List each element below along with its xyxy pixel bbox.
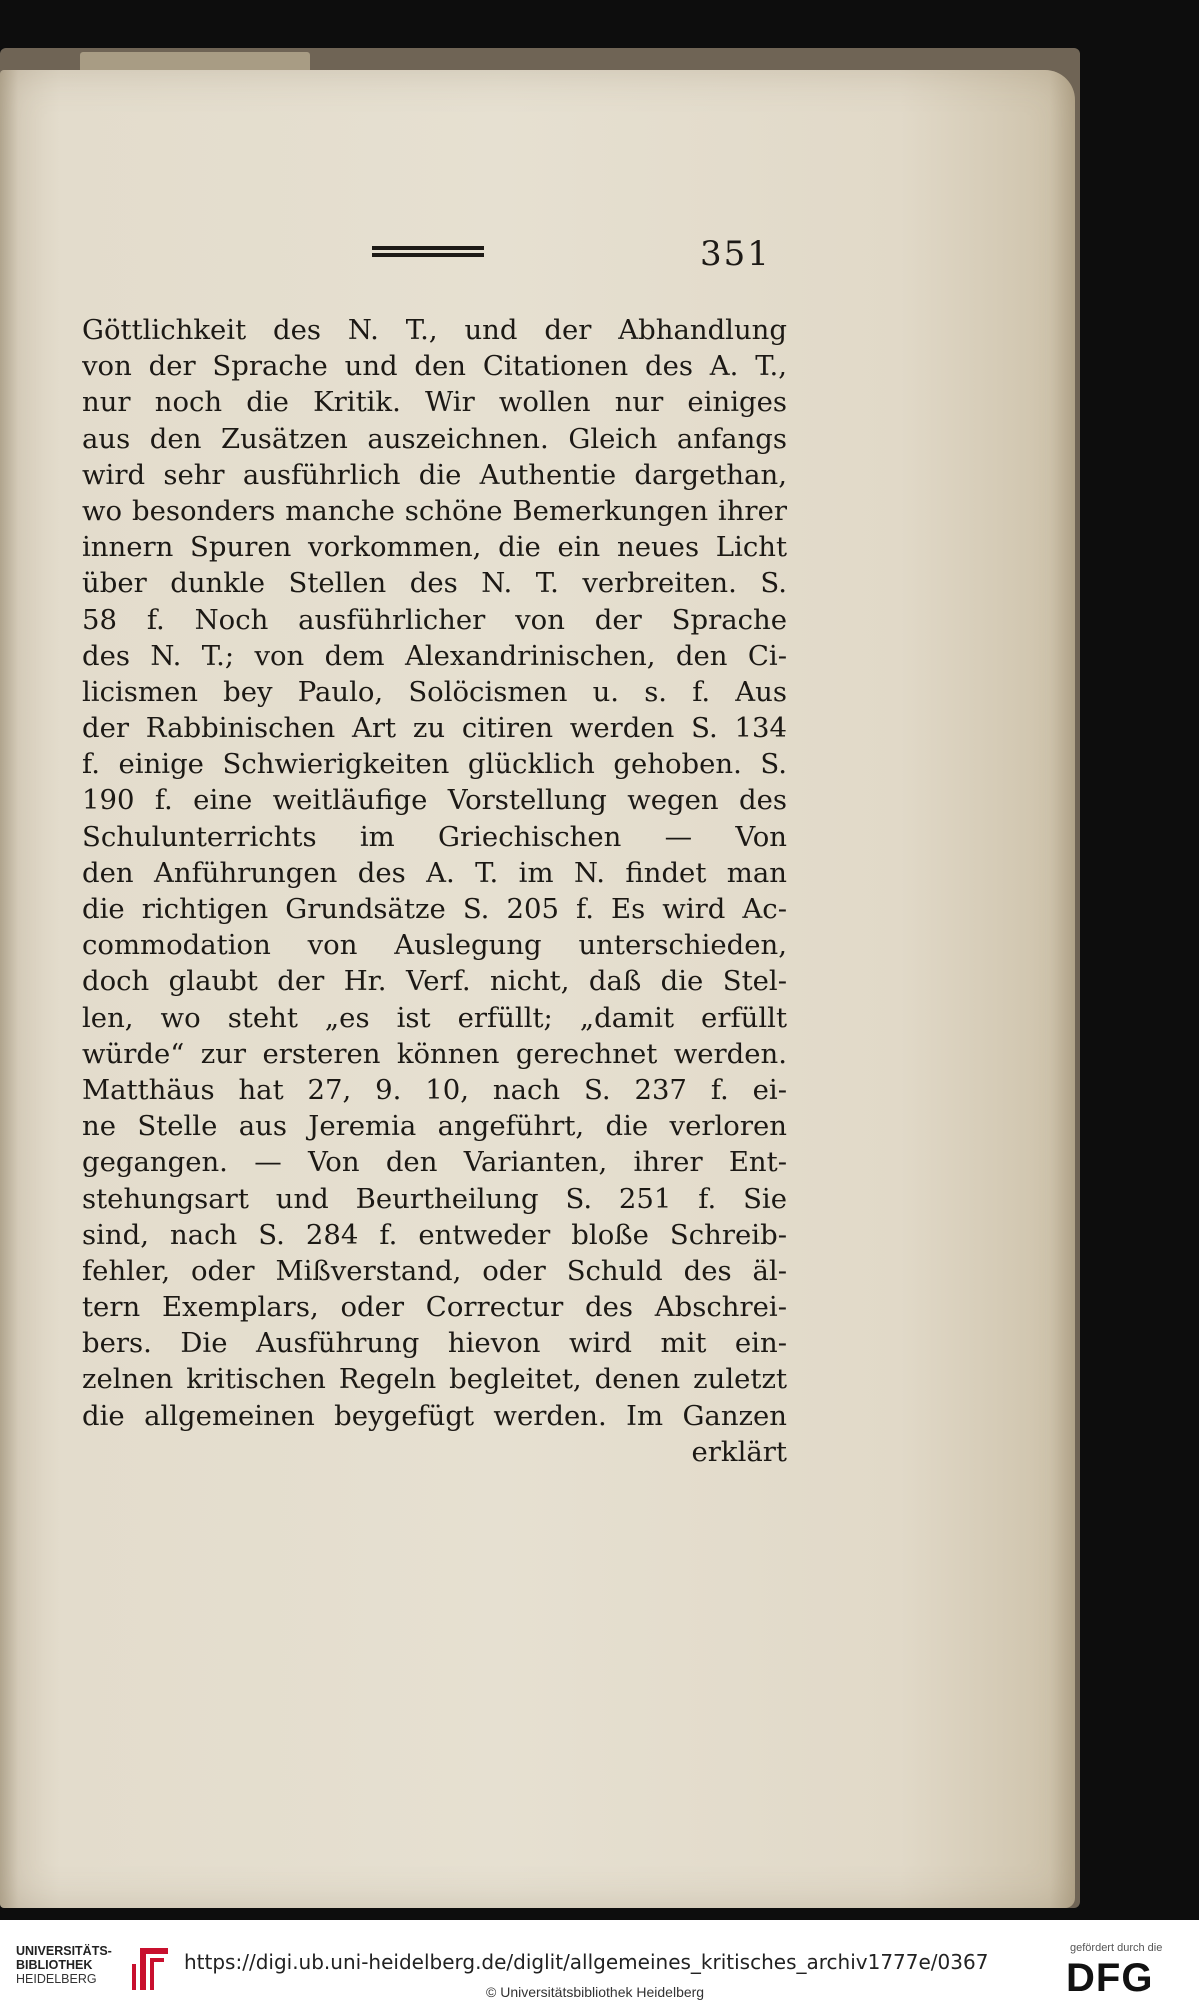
- text-line: sind, nach S. 284 f. entweder bloße Schreib-: [82, 1218, 787, 1251]
- viewer-footer: [0, 1920, 1199, 2010]
- text-line: des N. T.; von dem Alexandrinischen, den Ci-: [82, 639, 787, 672]
- text-line: ne Stelle aus Jeremia angeführt, die verloren: [82, 1110, 787, 1143]
- text-line: len, wo steht „es ist erfüllt; „damit erfüllt: [82, 1001, 787, 1034]
- text-line: innern Spuren vorkommen, die ein neues Licht: [82, 531, 787, 564]
- text-line: f. einige Schwierigkeiten glücklich gehoben. S.: [82, 748, 787, 781]
- text-line: doch glaubt der Hr. Verf. nicht, daß die Stel-: [82, 965, 787, 998]
- text-line: tern Exemplars, oder Correctur des Abschrei-: [82, 1291, 787, 1324]
- text-line: nur noch die Kritik. Wir wollen nur einiges: [82, 386, 787, 419]
- text-line: von der Sprache und den Citationen des A. T.,: [82, 350, 787, 383]
- text-line: gegangen. — Von den Varianten, ihrer Ent-: [82, 1146, 787, 1179]
- text-line: über dunkle Stellen des N. T. verbreiten. S.: [82, 567, 787, 600]
- text-line: die allgemeinen beygefügt werden. Im Ganzen: [82, 1399, 787, 1432]
- permalink-url[interactable]: https://digi.ub.uni-heidelberg.de/diglit/allgemeines_kritisches_archiv1777e/0367: [184, 1950, 989, 1974]
- text-line: Schulunterrichts im Griechischen — Von: [82, 820, 787, 853]
- text-line: bers. Die Ausführung hievon wird mit ein-: [82, 1327, 787, 1360]
- body-text: [82, 312, 787, 1470]
- text-line: wo besonders manche schöne Bemerkungen ihrer: [82, 494, 787, 527]
- text-line: 190 f. eine weitläufige Vorstellung wegen des: [82, 784, 787, 817]
- text-line: Göttlichkeit des N. T., und der Abhandlung: [82, 314, 787, 346]
- library-logo[interactable]: [16, 1944, 176, 1994]
- text-line: den Anführungen des A. T. im N. findet man: [82, 856, 787, 889]
- copyright-notice: © Universitätsbibliothek Heidelberg: [486, 1984, 705, 2000]
- text-line: würde“ zur ersteren können gerechnet werden.: [82, 1037, 787, 1070]
- library-name: [16, 1944, 112, 1986]
- text-line: 58 f. Noch ausführlicher von der Sprache: [82, 603, 787, 636]
- text-line: stehungsart und Beurtheilung S. 251 f. Sie: [82, 1182, 787, 1215]
- text-line: aus den Zusätzen auszeichnen. Gleich anfangs: [82, 422, 787, 455]
- library-name-line3: HEIDELBERG: [16, 1972, 97, 1986]
- text-line: der Rabbinischen Art zu citiren werden S. 134: [82, 712, 787, 745]
- dfg-logo[interactable]: DFG: [1066, 1956, 1154, 2000]
- text-line: Matthäus hat 27, 9. 10, nach S. 237 f. ei-: [82, 1073, 787, 1106]
- funding-caption: gefördert durch die: [1070, 1942, 1163, 1954]
- library-emblem-icon: [122, 1944, 182, 1994]
- text-line: die richtigen Grundsätze S. 205 f. Es wird Ac-: [82, 893, 787, 925]
- page-number: 351: [700, 234, 771, 274]
- text-line: erklärt: [691, 1435, 787, 1468]
- library-name-line1: UNIVERSITÄTS-: [16, 1944, 112, 1958]
- text-line: commodation von Auslegung unterschieden,: [82, 929, 787, 962]
- header-rule: [372, 246, 484, 260]
- text-line: licismen bey Paulo, Solöcismen u. s. f. Aus: [82, 675, 787, 708]
- text-line: zelnen kritischen Regeln begleitet, denen zuletzt: [82, 1363, 787, 1396]
- text-line: wird sehr ausführlich die Authentie dargethan,: [82, 458, 787, 491]
- library-name-line2: BIBLIOTHEK: [16, 1958, 93, 1972]
- text-line: fehler, oder Mißverstand, oder Schuld des äl-: [82, 1254, 787, 1287]
